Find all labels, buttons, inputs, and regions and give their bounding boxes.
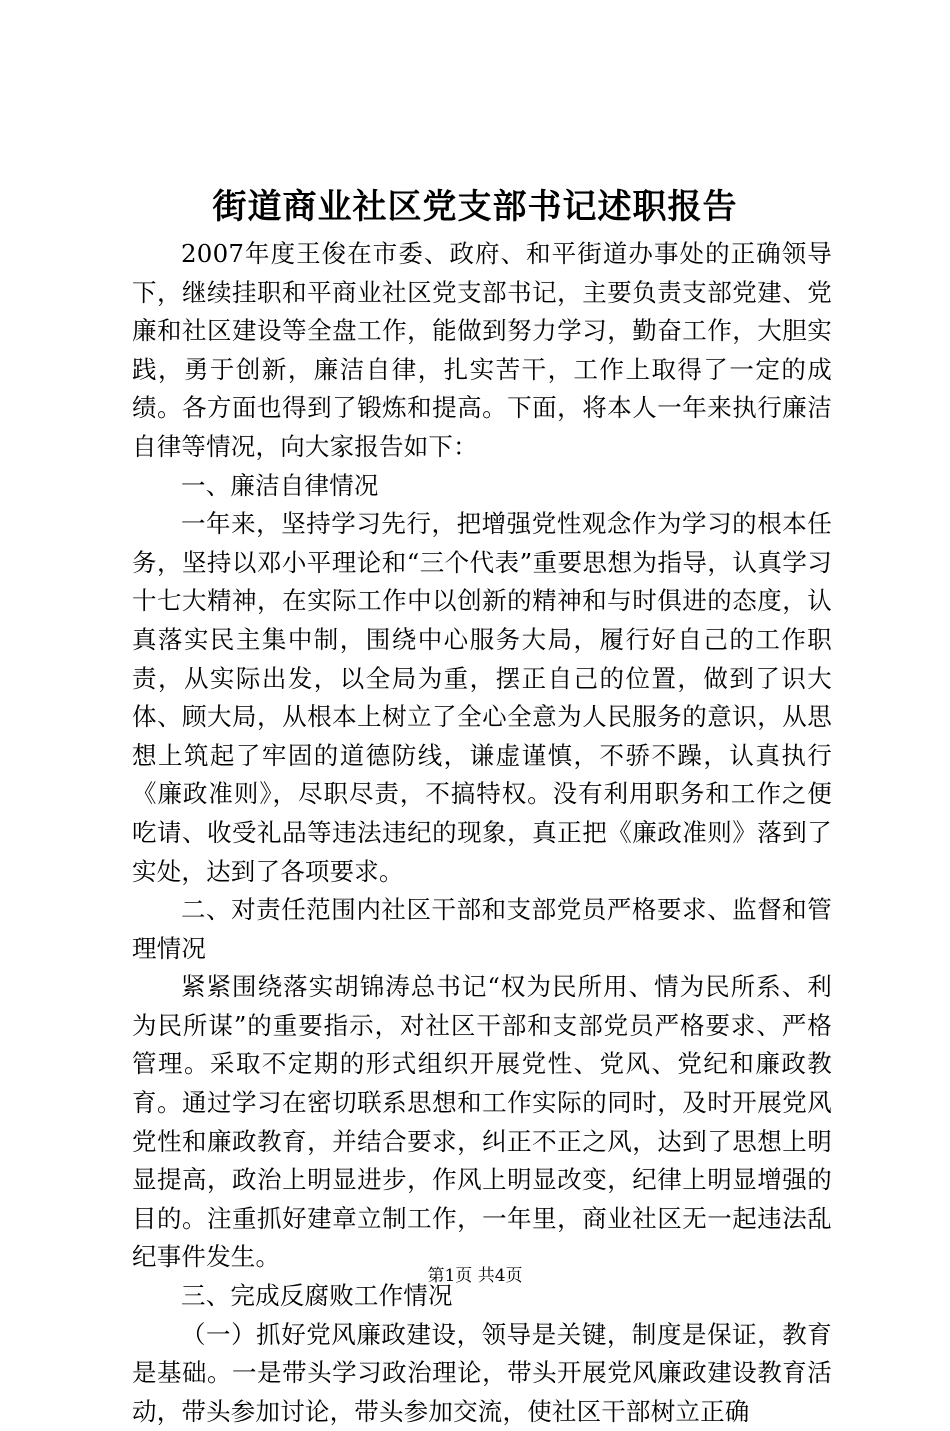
paragraph-section-3-1: （一）抓好党风廉政建设，领导是关键，制度是保证，教育是基础。一是带头学习政治理论，带头开展党风廉政建设教育活动，带头参加讨论，带头参加交流，使社区干部树立正确	[132, 1319, 832, 1426]
section-heading-3: 三、完成反腐败工作情况	[181, 1281, 453, 1311]
section-heading-1: 一、廉洁自律情况	[181, 470, 379, 500]
paragraph-intro: 2007年度王俊在市委、政府、和平街道办事处的正确领导下，继续挂职和平商业社区党支部书记，主要负责支部党建、党廉和社区建设等全盘工作，能做到努力学习，勤奋工作，大胆实践，勇于创新，廉洁自律，扎实苦干，工作上取得了一定的成绩。各方面也得到了锻炼和提高。下面，将本人一年来执行廉洁自律等情况，向大家报告如下：	[132, 239, 832, 461]
page-footer: 第1页 共4页	[427, 1266, 523, 1286]
paragraph-section-2: 紧紧围绕落实胡锦涛总书记“权为民所用、情为民所系、利为民所谋”的重要指示，对社区干部和支部党员严格要求、严格管理。采取不定期的形式组织开展党性、党风、党纪和廉政教育。通过学习在密切联系思想和工作实际的同时，及时开展党风党性和廉政教育，并结合要求，纠正不正之风，达到了思想上明显提高，政治上明显进步，作风上明显改变，纪律上明显增强的目的。注重抓好建章立制工作，一年里，商业社区无一起违法乱纪事件发生。	[132, 972, 832, 1272]
document-title: 街道商业社区党支部书记述职报告	[212, 187, 738, 227]
paragraph-section-1: 一年来，坚持学习先行，把增强党性观念作为学习的根本任务，坚持以邓小平理论和“三个代表”重要思想为指导，认真学习十七大精神，在实际工作中以创新的精神和与时俱进的态度，认真落实民主集中制，围绕中心服务大局，履行好自己的工作职责，从实际出发，以全局为重，摆正自己的位置，做到了识大体、顾大局，从根本上树立了全心全意为人民服务的意识，从思想上筑起了牢固的道德防线，谦虚谨慎，不骄不躁，认真执行《廉政准则》，尽职尽责，不搞特权。没有利用职务和工作之便吃请、收受礼品等违法违纪的现象，真正把《廉政准则》落到了实处，达到了各项要求。	[132, 509, 832, 886]
section-heading-2: 二、对责任范围内社区干部和支部党员严格要求、监督和管理情况	[132, 895, 832, 963]
document-body	[132, 235, 832, 1431]
